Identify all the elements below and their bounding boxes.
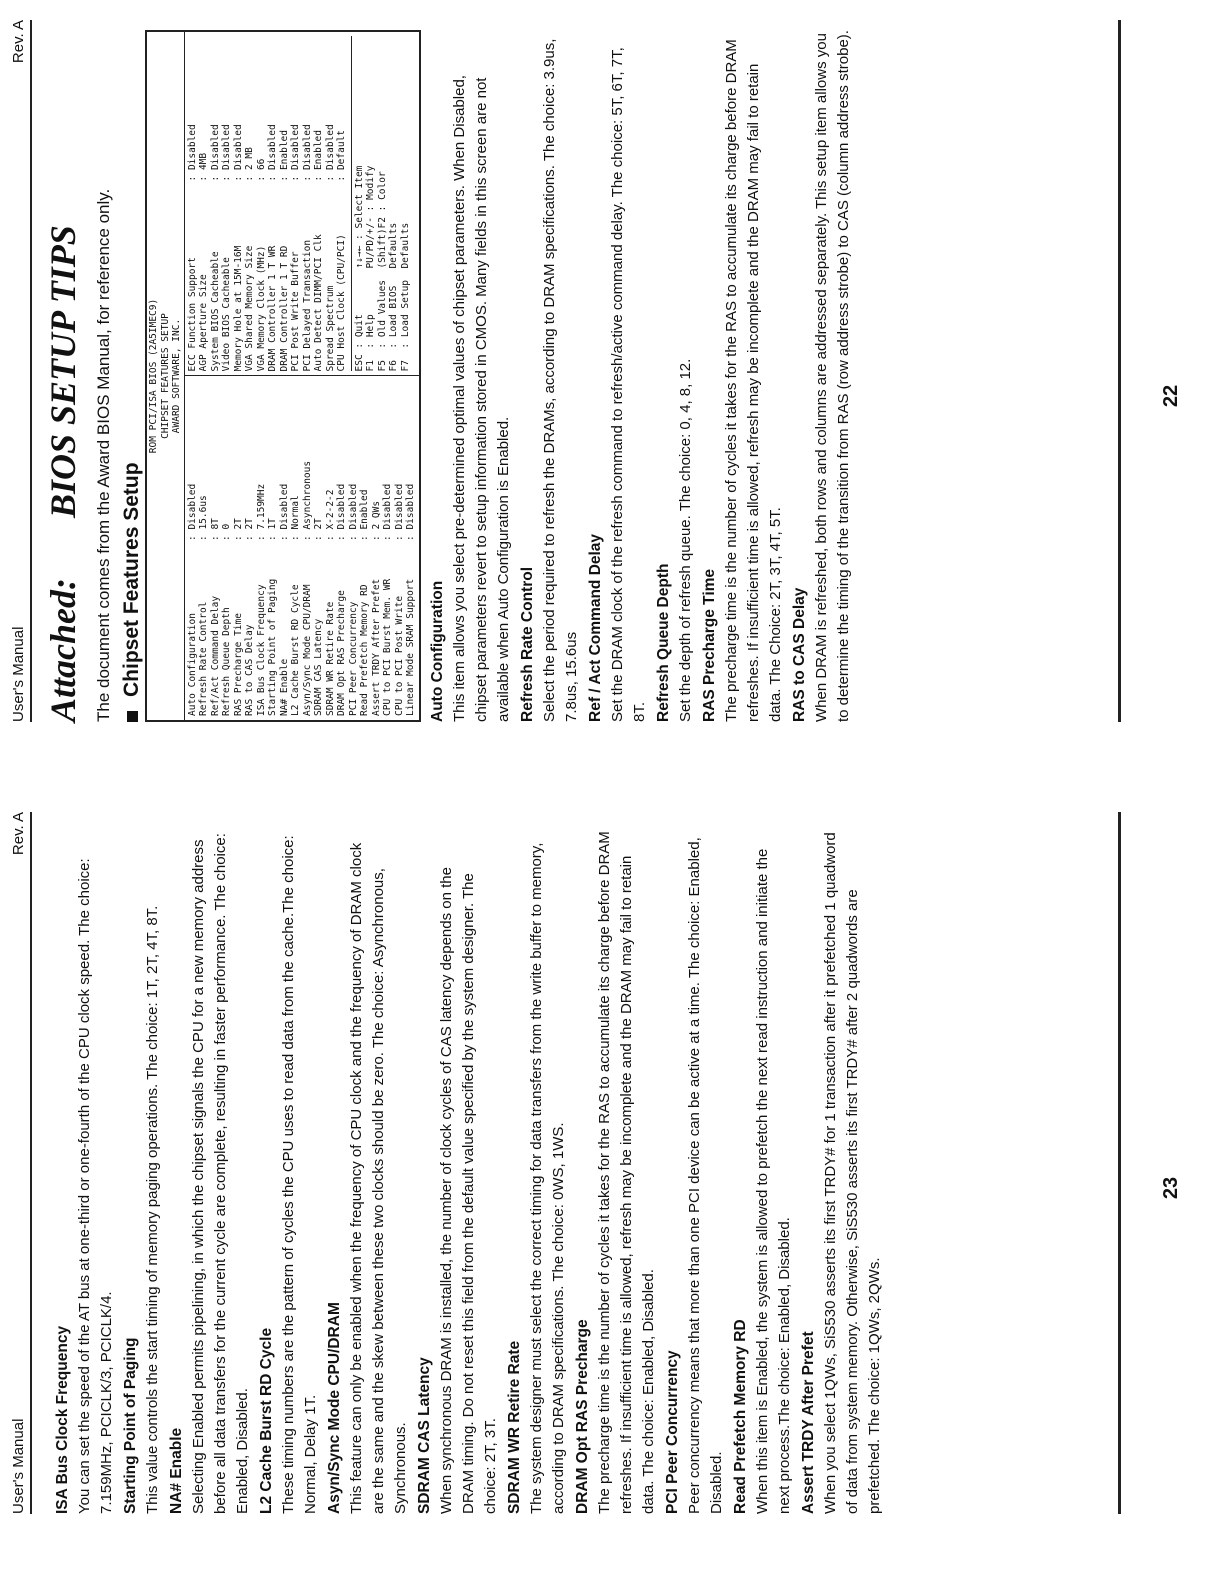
bios-setting-name: RAS to CAS Delay [244, 624, 255, 716]
page-header [0, 812, 32, 1514]
bios-setting-value: : Disabled [393, 483, 405, 541]
bios-setting-value: : 2T [313, 518, 324, 541]
bios-title-line: ROM PCI/ISA BIOS (2A5IMEC9) [148, 298, 159, 454]
bios-setting-name: DRAM Opt RAS Precharge [336, 590, 347, 716]
bios-setting-value: : Disabled [347, 483, 359, 541]
item-heading: Read Prefetch Memory RD [732, 1319, 749, 1514]
footer-rule [1118, 812, 1121, 1514]
bios-setting-name: CPU to PCI Post Write [393, 595, 405, 716]
bios-setting-value: : Default [336, 130, 347, 182]
bios-setting-value: : Disabled [290, 124, 301, 182]
bios-key-line: F1 : Help PU/PD/+/- : Modify [365, 165, 376, 372]
item-heading: Refresh Queue Depth [654, 563, 672, 722]
item-heading: Refresh Rate Control [518, 566, 536, 722]
page-22-content [36, 30, 855, 722]
bios-left-column [185, 377, 419, 721]
bios-setting-row [244, 381, 256, 717]
bullet-square-icon [127, 711, 138, 722]
item-heading: ISA Bus Clock Frequency [54, 1325, 71, 1514]
attached-title [43, 30, 83, 722]
item-description: This value controls the start timing of memory paging operations. The choice: 1T, 2T, 4T, 8T. [144, 905, 161, 1514]
bios-tips-title: BIOS SETUP TIPS [43, 225, 83, 519]
bios-setting-name: System BIOS Cacheable [209, 251, 221, 372]
item-heading: SDRAM CAS Latency [416, 1357, 433, 1514]
item-heading: L2 Cache Burst RD Cycle [258, 1327, 275, 1514]
bios-setting-row [256, 36, 268, 372]
bios-setting-name: Spread Spectrum [324, 285, 336, 372]
bios-setting-row [267, 36, 279, 372]
header-manual-title: User's Manual [10, 1418, 27, 1514]
bios-setting-row [371, 381, 383, 717]
bios-setting-row [233, 381, 245, 717]
item-heading: Ref / Act Command Delay [586, 533, 604, 722]
bios-setting-value: : Disabled [267, 124, 278, 182]
bios-setting-name: Refresh Rate Control [198, 601, 209, 716]
bios-setting-row [405, 381, 417, 717]
bios-setting-value: : Normal [290, 495, 301, 541]
bios-setting-name: Ref/Act Command Delay [209, 595, 221, 716]
bios-setting-row [198, 36, 210, 372]
bios-setting-value: : Disabled [278, 483, 290, 541]
bios-setting-row [313, 36, 325, 372]
bios-setting-value: : 2 QWs [370, 500, 382, 541]
item-description: Set the DRAM clock of the refresh command to refresh/active command delay. The choice: 5T, 6T, 7T, 8T. [608, 47, 648, 722]
bios-setting-row [302, 381, 314, 717]
bios-setting-value: : 2T [232, 518, 244, 541]
bios-setting-name: AGP Aperture Size [198, 274, 209, 372]
bios-setting-name: Assert TRDY After Prefet [370, 578, 382, 716]
item-description: This item allows you select pre-determined optimal values of chipset parameters. When Disabled, chipset parameters revert to setup information stored in CMOS. Many fields in this screen are not available when Auto Configuration is Enabled. [450, 75, 512, 722]
bios-setting-name: Asyn/Sync Mode CPU/DRAM [301, 584, 313, 716]
bios-setting-name: VGA Shared Memory Size [244, 245, 255, 372]
page-header [0, 20, 32, 722]
item-description: The precharge time is the number of cycles it takes for the RAS to accumulate its charge before DRAM refreshes. If insufficient time is allowed, refresh may be incomplete and the DRAM may fail to retain data. The Choice: 2T, 3T, 4T, 5T. [722, 39, 784, 722]
item-description: Set the depth of refresh queue. The choice: 0, 4, 8, 12. [676, 358, 694, 722]
attached-label: Attached: [43, 578, 83, 722]
bios-setting-name: Refresh Queue Depth [221, 607, 232, 716]
bios-setting-name: PCI Post Write Buffer [290, 251, 301, 372]
item-heading: PCI Peer Concurrency [664, 1350, 681, 1514]
page-number: 23 [1160, 1176, 1182, 1200]
bios-setting-row [210, 36, 222, 372]
item-description: The system designer must select the correct timing for data transfers from the write buffer to memory, according to DRAM specifications. The choice: 0WS, 1WS. [528, 842, 567, 1514]
item-description: When this item is Enabled, the system is allowed to prefetch the next read instruction and initiate the next process.The choice: Enabled, Disabled. [754, 848, 793, 1514]
bios-setting-value: : Disabled [209, 124, 221, 182]
bios-key-line: F6 : Load BIOS Defaults [388, 222, 399, 372]
bios-setting-value: : 4MB [198, 152, 209, 182]
bios-setting-row [359, 381, 371, 717]
bios-setting-row [221, 36, 233, 372]
bios-setting-value: : Disabled [324, 124, 336, 182]
bios-setting-row [290, 381, 302, 717]
bios-setting-row [290, 36, 302, 372]
bios-setting-row [187, 381, 199, 717]
bios-setting-row [233, 36, 245, 372]
item-description: When you select 1QWs, SiS530 asserts its first TRDY# for 1 transaction after it prefetched 1 quadword of data from system memory. Otherwise, SiS530 asserts its first TRDY# after 2 quadwords are prefetched. The choice: 1QWs, 2QWs. [822, 832, 883, 1514]
bios-setting-row [336, 381, 348, 717]
bios-setting-name: SDRAM WR Retire Rate [324, 601, 336, 716]
item-heading: NA# Enable [168, 1427, 185, 1514]
bios-setting-value: : 1T [267, 518, 278, 541]
bios-right-items [187, 36, 348, 372]
bios-setting-name: Auto Detect DIMM/PCI Clk [313, 234, 324, 372]
bios-setting-row [302, 36, 314, 372]
bios-setting-value: : Disabled [382, 483, 393, 541]
header-revision: Rev. A [10, 20, 27, 64]
bios-setting-name: Auto Configuration [186, 613, 198, 716]
bios-setting-row [325, 36, 337, 372]
page-23 [0, 792, 1224, 1584]
bios-setting-name: CPU Host Clock (CPU/PCI) [336, 234, 347, 372]
bios-setting-row [267, 381, 279, 717]
bios-setting-value: : Disabled [221, 124, 232, 182]
right-page-items [52, 822, 886, 1514]
bios-setting-name: ISA Bus Clock Frequency [255, 584, 267, 716]
page-number: 22 [1160, 384, 1182, 408]
bios-setting-row [382, 381, 394, 717]
bios-setting-value: : Enabled [313, 130, 324, 182]
bios-setting-name: Starting Point of Paging [267, 578, 278, 716]
bios-screen [145, 30, 421, 722]
item-description: Select the period required to refresh the DRAMs, according to DRAM specifications. The choice: 3.9us, 7.8us, 15.6us [540, 38, 580, 722]
bios-setting-name: Linear Mode SRAM Support [405, 578, 416, 716]
bios-title-line: CHIPSET FEATURES SETUP [159, 313, 171, 439]
header-manual-title: User's Manual [10, 626, 27, 722]
section-title: Chipset Features Setup [120, 462, 143, 697]
bios-setting-value: : X-2-2-2 [324, 489, 336, 541]
item-description: You can set the speed of the AT bus at one-third or one-fourth of the CPU clock speed. The choice: 7.159MHz, PCICLK/3, PCICLK/4. [76, 858, 115, 1514]
bios-setting-name: RAS Precharge Time [232, 613, 244, 716]
section-heading [121, 30, 143, 722]
bios-setting-value: : Disabled [186, 483, 198, 541]
bios-setting-value: : Asynchronous [301, 460, 313, 541]
bios-setting-name: Memory Hole at 15M-16M [232, 245, 244, 372]
bios-setting-row [256, 381, 268, 717]
item-description: When synchronous DRAM is installed, the number of clock cycles of CAS latency depends on the DRAM timing. Do not reset this field from the default value specified by the system designer. The choice: 2T, 3T. [438, 867, 499, 1514]
bios-setting-value: : Enabled [278, 130, 290, 182]
item-heading: RAS Precharge Time [700, 568, 718, 722]
bios-setting-value: : 15.6us [198, 495, 209, 541]
bios-setting-name: DRAM Controller 1 T RD [278, 245, 290, 372]
bios-setting-value: : Disabled [186, 124, 198, 182]
bios-setting-name: PCI Peer Concurrency [347, 601, 359, 716]
bios-screen-title [147, 32, 184, 720]
page-23-content [50, 822, 886, 1514]
bios-setting-row [313, 381, 325, 717]
bios-setting-name: CPU to PCI Burst Mem. WR [382, 578, 393, 716]
bios-key-line: F7 : Load Setup Defaults [399, 222, 411, 372]
item-description: The precharge time is the number of cycles it takes for the RAS to accumulate its charge before DRAM refreshes. If insufficient time is allowed, refresh may be incomplete and the DRAM may fail to retain data. The choice: Enabled, Disabled. [596, 831, 657, 1514]
bios-setting-value: : 0 [221, 523, 232, 541]
bios-setting-value: : Disabled [405, 483, 416, 541]
bios-setting-row [279, 381, 291, 717]
bios-setting-row [348, 381, 360, 717]
bios-setting-name: VGA Memory Clock (MHz) [255, 245, 267, 372]
item-heading: SDRAM WR Retire Rate [506, 1340, 523, 1514]
bios-setting-row [210, 381, 222, 717]
bios-key-line: ESC : Quit ↑↓→← : Select Item [353, 165, 365, 372]
bios-right-column [185, 32, 419, 377]
bios-setting-row [221, 381, 233, 717]
item-heading: RAS to CAS Delay [790, 587, 808, 722]
bios-key-line: F5 : Old Values (Shift)F2 : Color [376, 171, 388, 372]
intro-text: The document comes from the Award BIOS Manual, for reference only. [94, 188, 113, 722]
bios-setting-name: Read Prefetch Memory RD [359, 584, 370, 716]
item-description: This feature can only be enabled when the frequency of CPU clock and the frequency of DRAM clock are the same and the skew between these two clocks should be zero. The choice: Asynchronous, Synchronous. [348, 842, 409, 1514]
bios-title-line: AWARD SOFTWARE, INC. [171, 318, 182, 434]
bios-setting-name: DRAM Controller 1 T WR [267, 245, 278, 372]
bios-setting-value: : 2T [244, 518, 255, 541]
bios-setting-name: L2 Cache Burst RD Cycle [290, 584, 301, 716]
bios-setting-row [336, 36, 348, 372]
bios-setting-name: PCI Delayed Transaction [301, 239, 313, 372]
item-heading: Asyn/Sync Mode CPU/DRAM [326, 1302, 343, 1514]
bios-setting-value: : Disabled [232, 124, 244, 182]
bios-setting-value: : Disabled [301, 124, 313, 182]
item-heading: Starting Point of Paging [122, 1337, 139, 1514]
bios-setting-row [394, 381, 406, 717]
item-description: These timing numbers are the pattern of cycles the CPU uses to read data from the cache.The choice: Normal, Delay 1T. [280, 835, 319, 1514]
bios-setting-value: : 66 [255, 158, 267, 182]
bios-setting-name: ECC Function Support [186, 257, 198, 372]
left-page-items [427, 30, 855, 722]
item-heading: DRAM Opt RAS Precharge [574, 1319, 591, 1514]
bios-setting-value: : 8T [209, 518, 221, 541]
bios-key-legend [351, 36, 412, 372]
bios-settings-grid [184, 32, 419, 720]
bios-setting-row [187, 36, 199, 372]
item-description: Selecting Enabled permits pipelining, in which the chipset signals the CPU for a new memory address before all data transfers for the current cycle are complete, resulting in faster performance. The choice: Enabled, Disabled. [190, 833, 251, 1514]
item-heading: Auto Configuration [428, 580, 446, 722]
item-description: Peer concurrency means that more than one PCI device can be active at a time. The choice: Enabled, Disabled. [686, 837, 725, 1514]
bios-setting-row [279, 36, 291, 372]
bios-setting-row [244, 36, 256, 372]
bios-setting-row [198, 381, 210, 717]
page-23-region [0, 792, 1224, 1584]
bios-setting-name: SDRAM CAS Latency [313, 618, 324, 716]
bios-setting-name: Video BIOS Cacheable [221, 257, 232, 372]
header-revision: Rev. A [10, 812, 27, 856]
footer-rule [1118, 20, 1121, 722]
bios-setting-value: : Disabled [336, 483, 347, 541]
bios-setting-value: : Enabled [359, 489, 370, 541]
bios-setting-value: : 7.159MHz [255, 483, 267, 541]
bios-setting-value: : 2 MB [244, 147, 255, 182]
item-heading: Assert TRDY After Prefet [800, 1331, 817, 1514]
bios-setting-row [325, 381, 337, 717]
bios-setting-name: NA# Enable [278, 658, 290, 716]
item-description: When DRAM is refreshed, both rows and columns are addressed separately. This setup item allows you to determine the timing of the transition from RAS (row address strobe) to CAS (column address strobe). [812, 30, 852, 722]
